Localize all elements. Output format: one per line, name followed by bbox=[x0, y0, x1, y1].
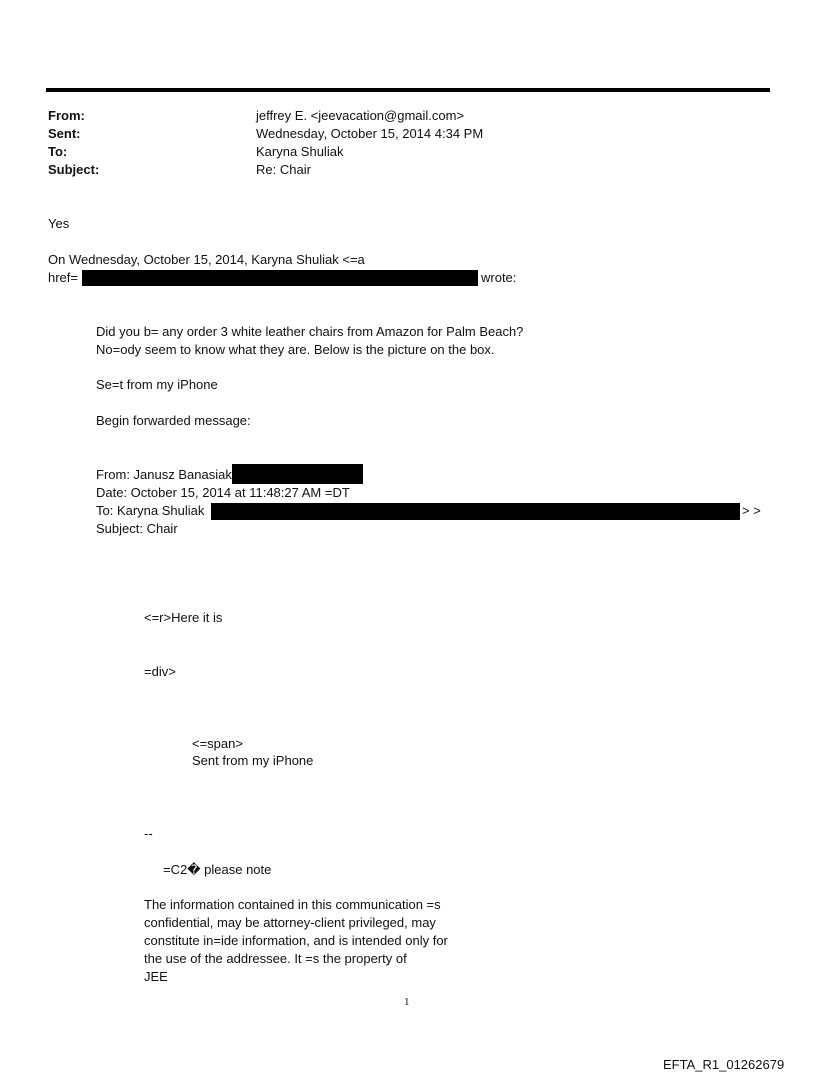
to-label: To: bbox=[48, 144, 68, 159]
page-number: 1 bbox=[404, 996, 410, 1008]
subject-value: Re: Chair bbox=[256, 162, 311, 177]
here-it-is: <=r>Here it is bbox=[144, 610, 223, 625]
fwd-date: Date: October 15, 2014 at 11:48:27 AM =DT bbox=[96, 485, 350, 500]
signature-dashes: -- bbox=[144, 826, 153, 841]
quote-intro-href: href= bbox=[48, 270, 78, 285]
quoted-signature: Se=t from my iPhone bbox=[96, 377, 218, 392]
from-value: jeffrey E. <jeevacation@gmail.com> bbox=[256, 108, 465, 123]
sent-from-iphone: Sent from my iPhone bbox=[192, 753, 314, 768]
fwd-to: To: Karyna Shuliak bbox=[96, 503, 205, 518]
sent-label: Sent: bbox=[48, 126, 81, 141]
please-note: =C2� please note bbox=[163, 862, 272, 877]
redaction-bar bbox=[211, 503, 740, 520]
to-value: Karyna Shuliak bbox=[256, 144, 344, 159]
redaction-bar bbox=[232, 464, 363, 484]
reply-text: Yes bbox=[48, 216, 70, 231]
forwarded-intro: Begin forwarded message: bbox=[96, 413, 251, 428]
fwd-to-end: > > bbox=[742, 503, 761, 518]
disclaimer-line: JEE bbox=[144, 969, 168, 984]
disclaimer-line: the use of the addressee. It =s the property of bbox=[144, 951, 407, 966]
disclaimer-line: The information contained in this communication =s bbox=[144, 897, 441, 912]
quote-intro-wrote: wrote: bbox=[481, 270, 517, 285]
fwd-subject: Subject: Chair bbox=[96, 521, 178, 536]
quote-intro-line1: On Wednesday, October 15, 2014, Karyna Shuliak <=a bbox=[48, 252, 365, 267]
document-id: EFTA_R1_01262679 bbox=[663, 1057, 785, 1072]
span-fragment: <=span> bbox=[192, 736, 243, 751]
fwd-from: From: Janusz Banasiak bbox=[96, 467, 232, 482]
redaction-bar bbox=[82, 270, 478, 286]
subject-label: Subject: bbox=[48, 162, 100, 177]
disclaimer-line: confidential, may be attorney-client privileged, may bbox=[144, 915, 436, 930]
quoted-line-1: Did you b= any order 3 white leather chairs from Amazon for Palm Beach? bbox=[96, 324, 524, 339]
header-rule bbox=[46, 88, 770, 92]
sent-value: Wednesday, October 15, 2014 4:34 PM bbox=[256, 126, 484, 141]
div-fragment: =div> bbox=[144, 664, 176, 679]
from-label: From: bbox=[48, 108, 85, 123]
quoted-line-2: No=ody seem to know what they are. Below is the picture on the box. bbox=[96, 342, 495, 357]
disclaimer-line: constitute in=ide information, and is intended only for bbox=[144, 933, 448, 948]
